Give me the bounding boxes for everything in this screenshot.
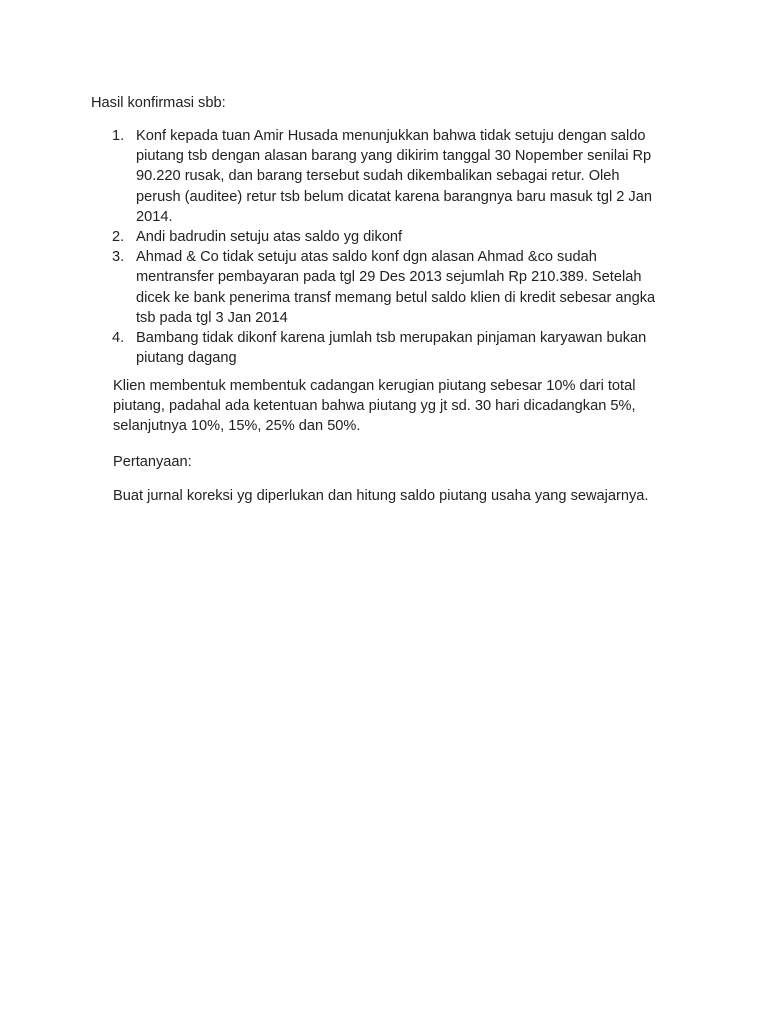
- list-item-number: 4.: [112, 330, 125, 347]
- list-item: [91, 247, 691, 328]
- list-item-text: [136, 126, 691, 227]
- list-item-number: 2.: [112, 229, 125, 246]
- document-heading: Hasil konfirmasi sbb:: [91, 95, 226, 111]
- text-line: piutang tsb dengan alasan barang yang dikirim tanggal 30 Nopember senilai Rp: [136, 148, 652, 165]
- list-item-number: 3.: [112, 249, 125, 266]
- text-line: tsb pada tgl 3 Jan 2014: [136, 309, 288, 326]
- text-line: piutang, padahal ada ketentuan bahwa piutang yg jt sd. 30 hari dicadangkan 5%,: [113, 398, 636, 415]
- text-line: 90.220 rusak, dan barang tersebut sudah dikembalikan sebagai retur. Oleh: [136, 168, 620, 185]
- list-item: [91, 126, 691, 227]
- text-line: 2014.: [136, 208, 173, 225]
- text-line: Bambang tidak dikonf karena jumlah tsb merupakan pinjaman karyawan bukan: [136, 330, 647, 347]
- list-item: [91, 328, 691, 368]
- list-item-text: [136, 247, 691, 328]
- question-task: Buat jurnal koreksi yg diperlukan dan hitung saldo piutang usaha yang sewajarnya.: [113, 488, 649, 504]
- confirmation-list: [91, 126, 691, 368]
- text-line: Klien membentuk membentuk cadangan kerugian piutang sebesar 10% dari total: [113, 378, 636, 394]
- text-line: Ahmad & Co tidak setuju atas saldo konf dgn alasan Ahmad &co sudah: [136, 249, 597, 266]
- text-line: dicek ke bank penerima transf memang betul saldo klien di kredit sebesar angka: [136, 289, 656, 306]
- list-item-text: [136, 227, 691, 247]
- allowance-note: [113, 376, 693, 437]
- text-line: Konf kepada tuan Amir Husada menunjukkan bahwa tidak setuju dengan saldo: [136, 128, 646, 144]
- list-item: [91, 227, 691, 247]
- text-line: selanjutnya 10%, 15%, 25% dan 50%.: [113, 418, 361, 435]
- text-line: perush (auditee) retur tsb belum dicatat karena barangnya baru masuk tgl 2 Jan: [136, 188, 652, 205]
- list-item-text: [136, 328, 691, 368]
- text-line: piutang dagang: [136, 350, 237, 367]
- question-label: Pertanyaan:: [113, 454, 192, 470]
- text-line: mentransfer pembayaran pada tgl 29 Des 2013 sejumlah Rp 210.389. Setelah: [136, 269, 642, 286]
- text-line: Andi badrudin setuju atas saldo yg dikonf: [136, 229, 403, 246]
- list-item-number: 1.: [112, 128, 125, 144]
